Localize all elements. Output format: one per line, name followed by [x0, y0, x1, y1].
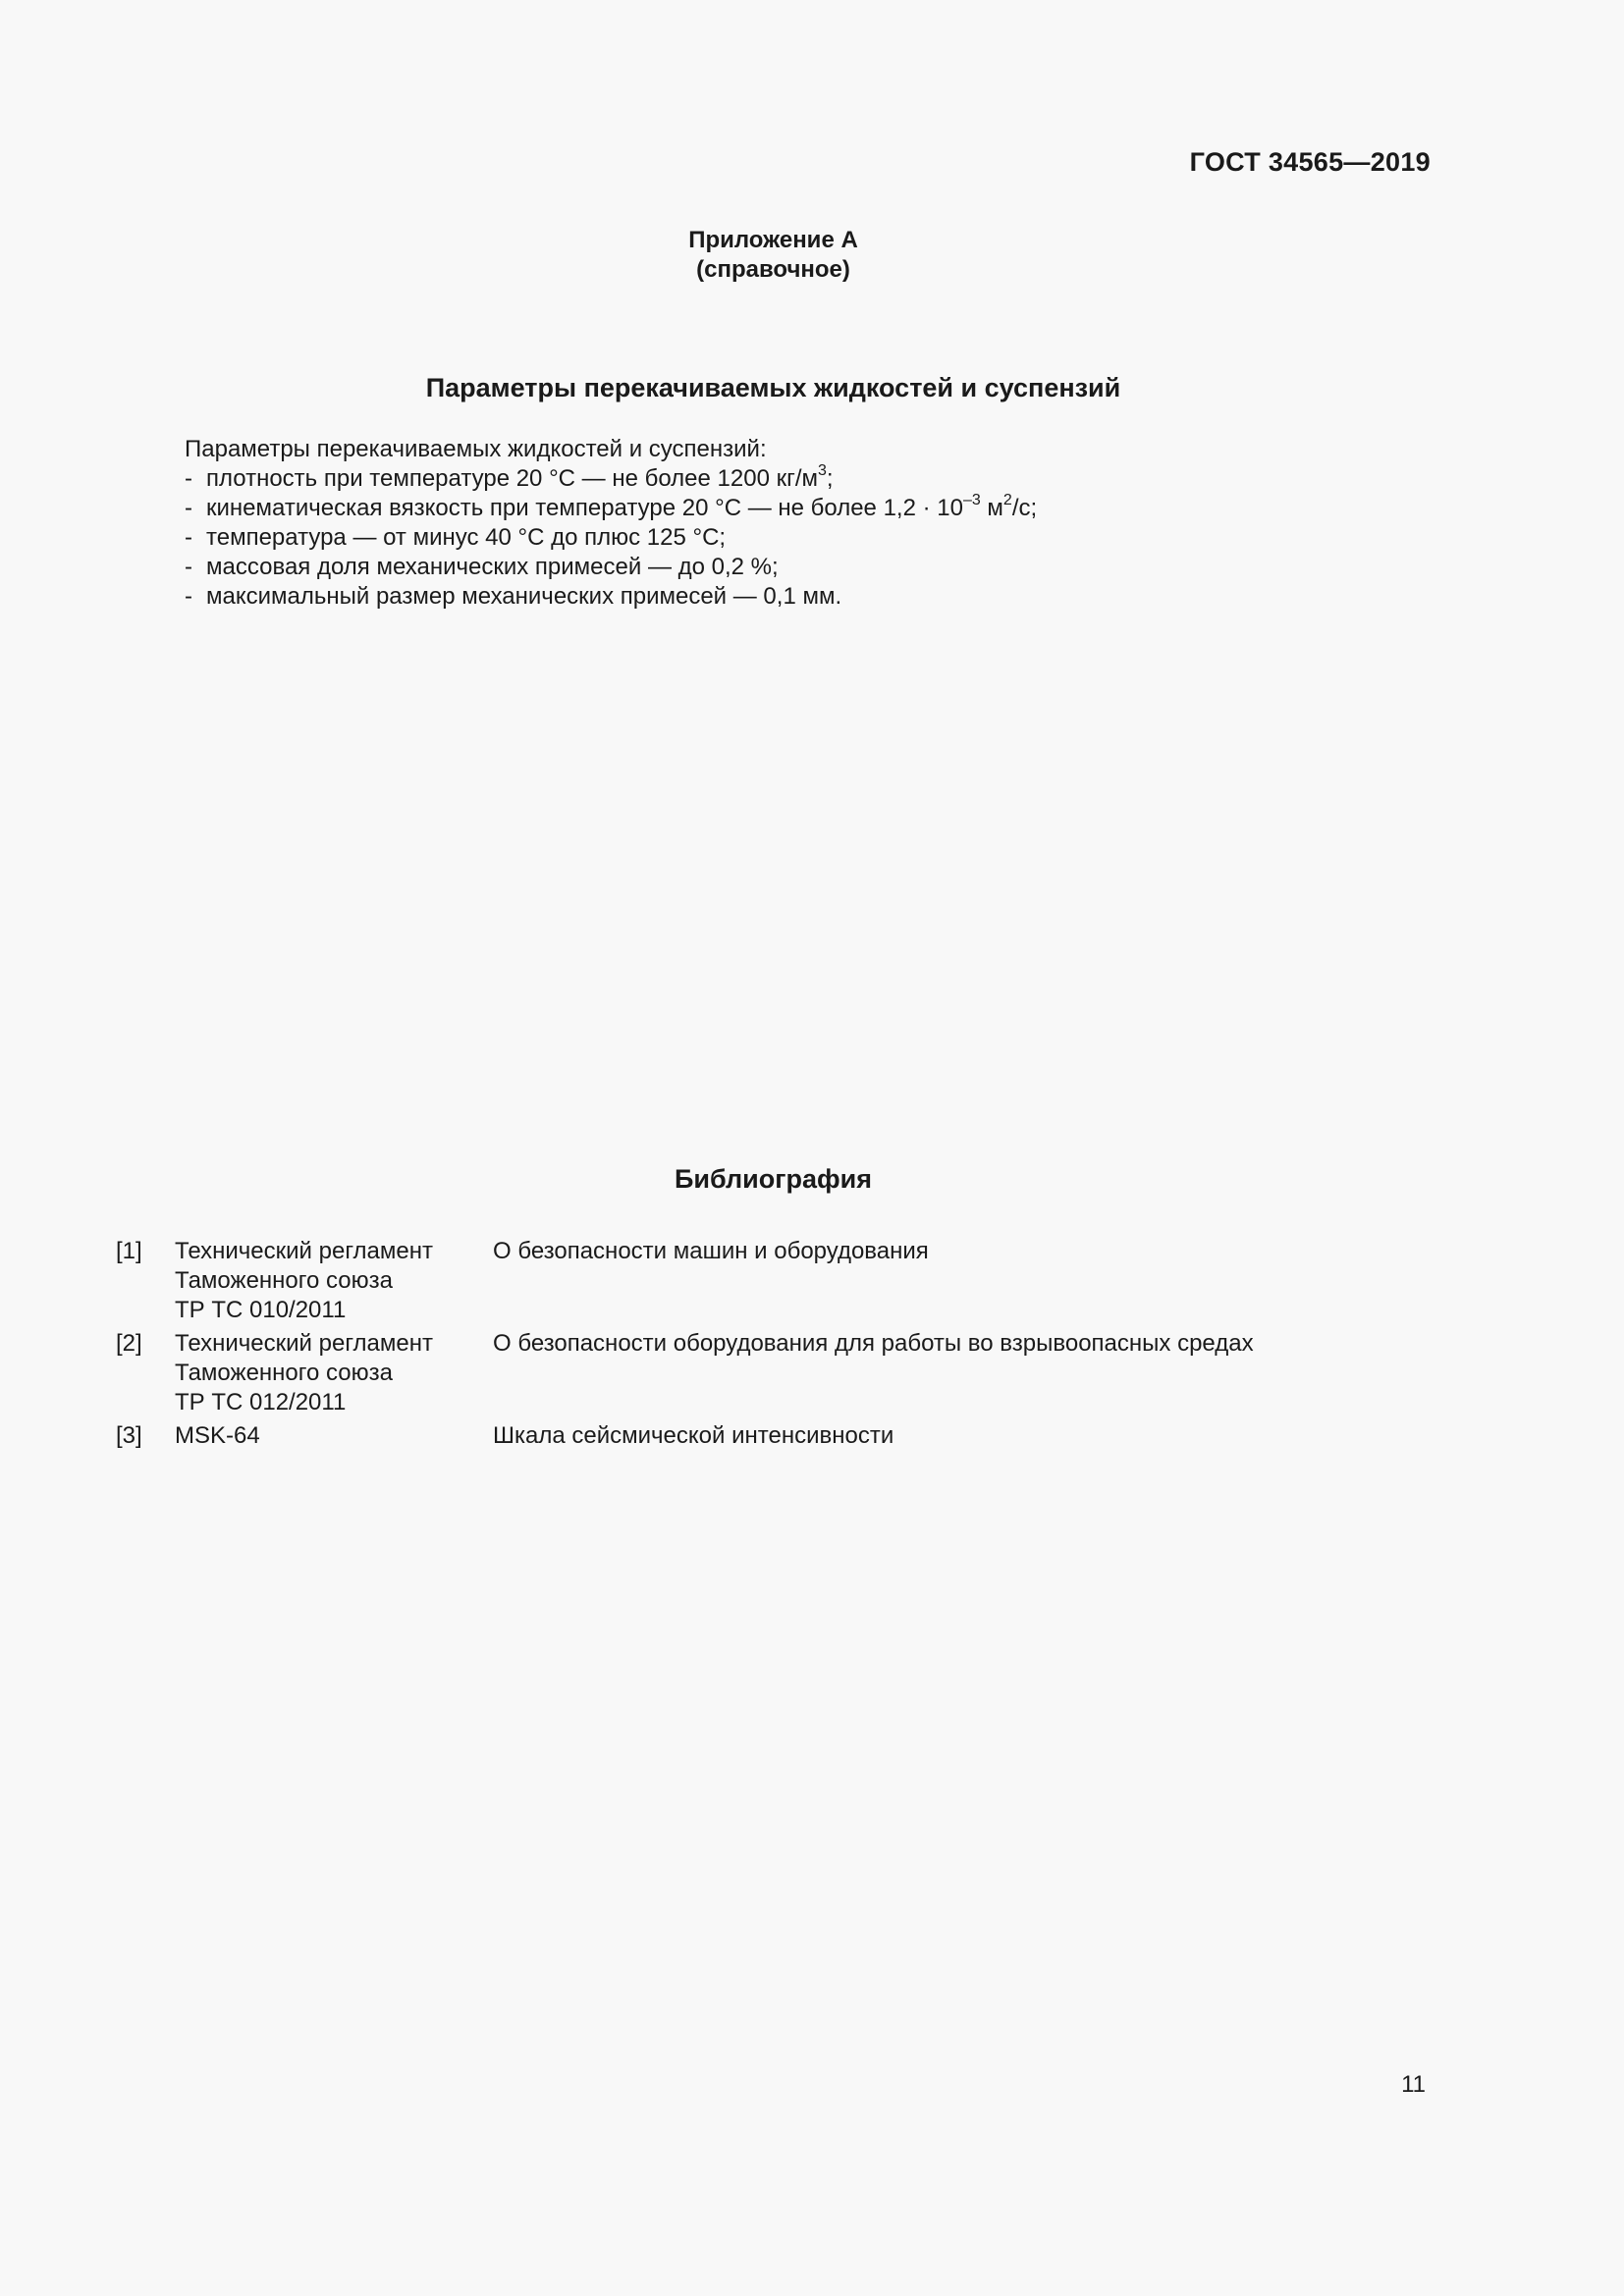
- list-item-text: максимальный размер механических примесей — 0,1 мм.: [206, 583, 842, 610]
- appendix-subtitle: (справочное): [696, 256, 850, 283]
- list-item: [185, 553, 1037, 582]
- superscript: –3: [962, 492, 981, 508]
- superscript: 3: [818, 462, 827, 479]
- superscript: 2: [1002, 492, 1012, 508]
- bibliography-number: [2]: [116, 1330, 142, 1357]
- list-item-text: кинематическая вязкость при температуре 20 °С — не более 1,2 · 10: [206, 495, 963, 521]
- bibliography-item-title: Шкала сейсмической интенсивности: [493, 1422, 894, 1449]
- list-item: [185, 582, 1037, 612]
- list-item: [185, 494, 1037, 523]
- list-item-text: /с;: [1011, 495, 1038, 521]
- params-intro: Параметры перекачиваемых жидкостей и суспензий:: [185, 436, 767, 462]
- list-item: [185, 523, 1037, 553]
- list-dash: -: [185, 554, 192, 580]
- appendix-heading: [0, 226, 1546, 285]
- list-item-text: массовая доля механических примесей — до 0,2 %;: [206, 554, 779, 580]
- list-item: [185, 464, 1037, 494]
- document-code: ГОСТ 34565—2019: [1189, 147, 1431, 177]
- source-line: ТР ТС 012/2011: [175, 1389, 347, 1415]
- list-dash: -: [185, 524, 192, 551]
- params-list: [185, 435, 1037, 612]
- bibliography-entry: [116, 1237, 929, 1325]
- list-dash: -: [185, 583, 192, 610]
- list-item-text: плотность при температуре 20 °С — не более 1200 кг/м: [206, 465, 819, 492]
- source-line: Таможенного союза: [175, 1267, 393, 1294]
- bibliography-item-title: О безопасности машин и оборудования: [493, 1238, 929, 1264]
- bibliography-entry: [116, 1329, 1254, 1417]
- bibliography-title: Библиография: [675, 1164, 872, 1194]
- source-line: Таможенного союза: [175, 1360, 393, 1386]
- appendix-title: Приложение А: [688, 227, 858, 253]
- bibliography-number: [3]: [116, 1422, 142, 1449]
- bibliography-list: [116, 1237, 1254, 1455]
- source-line: Технический регламент: [175, 1330, 433, 1357]
- list-item-text: м: [980, 495, 1003, 521]
- list-dash: -: [185, 495, 192, 521]
- source-line: MSK-64: [175, 1422, 260, 1449]
- params-section-title: Параметры перекачиваемых жидкостей и суспензий: [425, 373, 1121, 402]
- bibliography-source: [175, 1237, 489, 1325]
- source-line: ТР ТС 010/2011: [175, 1297, 347, 1323]
- list-dash: -: [185, 465, 192, 492]
- bibliography-source: [175, 1329, 489, 1417]
- source-line: Технический регламент: [175, 1238, 433, 1264]
- list-item-text: ;: [826, 465, 834, 492]
- bibliography-number: [1]: [116, 1238, 142, 1264]
- page-number: 11: [1401, 2071, 1426, 2098]
- bibliography-source: [175, 1421, 489, 1451]
- bibliography-entry: [116, 1421, 894, 1451]
- list-item-text: температура — от минус 40 °С до плюс 125 °С;: [206, 524, 727, 551]
- bibliography-item-title: О безопасности оборудования для работы во взрывоопасных средах: [493, 1330, 1254, 1357]
